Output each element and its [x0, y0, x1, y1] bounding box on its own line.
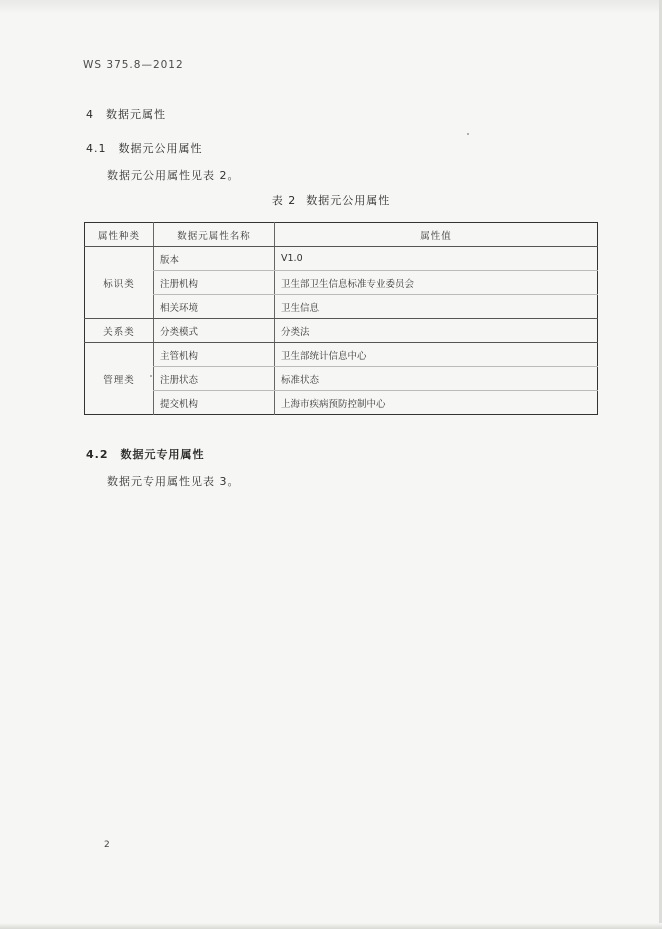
section-number: 4.1: [86, 142, 107, 155]
section-number: 4.2: [86, 448, 109, 461]
attribute-value-cell: 分类法: [275, 319, 598, 343]
attribute-name-cell: 提交机构: [154, 391, 275, 415]
section-title: 数据元专用属性: [120, 448, 205, 461]
attribute-value-cell: 卫生部卫生信息标准专业委员会: [275, 271, 598, 295]
table-row: [85, 319, 598, 343]
section-title: 数据元属性: [106, 108, 166, 121]
table-number: 表 2: [271, 194, 297, 207]
category-cell: 关系类: [85, 319, 154, 343]
attribute-name-cell: 版本: [154, 247, 275, 271]
table-header-row: [85, 223, 598, 247]
table-group-identification: [85, 247, 598, 319]
table-group-relation: [85, 319, 598, 343]
attribute-table: [84, 222, 598, 415]
attribute-name-cell: 主管机构: [154, 343, 275, 367]
page-number: 2: [104, 840, 110, 850]
table-row: [85, 391, 598, 415]
standard-code: WS 375.8—2012: [83, 59, 184, 71]
attribute-name-cell: 注册机构: [154, 271, 275, 295]
attribute-value-cell: V1.0: [275, 247, 598, 271]
table-caption: [0, 192, 662, 208]
table-row: [85, 271, 598, 295]
attribute-name-cell: 相关环境: [154, 295, 275, 319]
scan-bottom-edge: [0, 923, 662, 929]
paragraph-table-reference: 数据元公用属性见表 2。: [107, 169, 240, 182]
section-heading-4-2: [86, 446, 205, 462]
section-number: 4: [86, 108, 94, 121]
attribute-value-cell: 卫生信息: [275, 295, 598, 319]
header-cell: 属性种类: [85, 223, 154, 247]
table-title: 数据元公用属性: [306, 194, 391, 207]
category-cell: 管理类: [103, 374, 135, 386]
header-cell: 属性值: [275, 223, 598, 247]
scan-top-edge: [0, 0, 662, 14]
category-cell: 标识类: [85, 247, 154, 319]
attribute-value-cell: 卫生部统计信息中心: [275, 343, 598, 367]
paragraph-table-reference: 数据元专用属性见表 3。: [107, 475, 240, 488]
table-row: [85, 343, 598, 367]
attribute-value-cell: 上海市疾病预防控制中心: [275, 391, 598, 415]
attribute-name-cell: 注册状态: [154, 367, 275, 391]
table-row: [85, 295, 598, 319]
scan-speck: [467, 133, 469, 135]
table-row: [85, 247, 598, 271]
section-heading-4: [86, 106, 166, 122]
section-heading-4-1: [86, 140, 203, 156]
table-group-management: [85, 343, 598, 415]
attribute-name-cell: 分类模式: [154, 319, 275, 343]
header-cell: 数据元属性名称: [154, 223, 275, 247]
table-row: [85, 367, 598, 391]
section-title: 数据元公用属性: [118, 142, 203, 155]
attribute-value-cell: 标准状态: [275, 367, 598, 391]
